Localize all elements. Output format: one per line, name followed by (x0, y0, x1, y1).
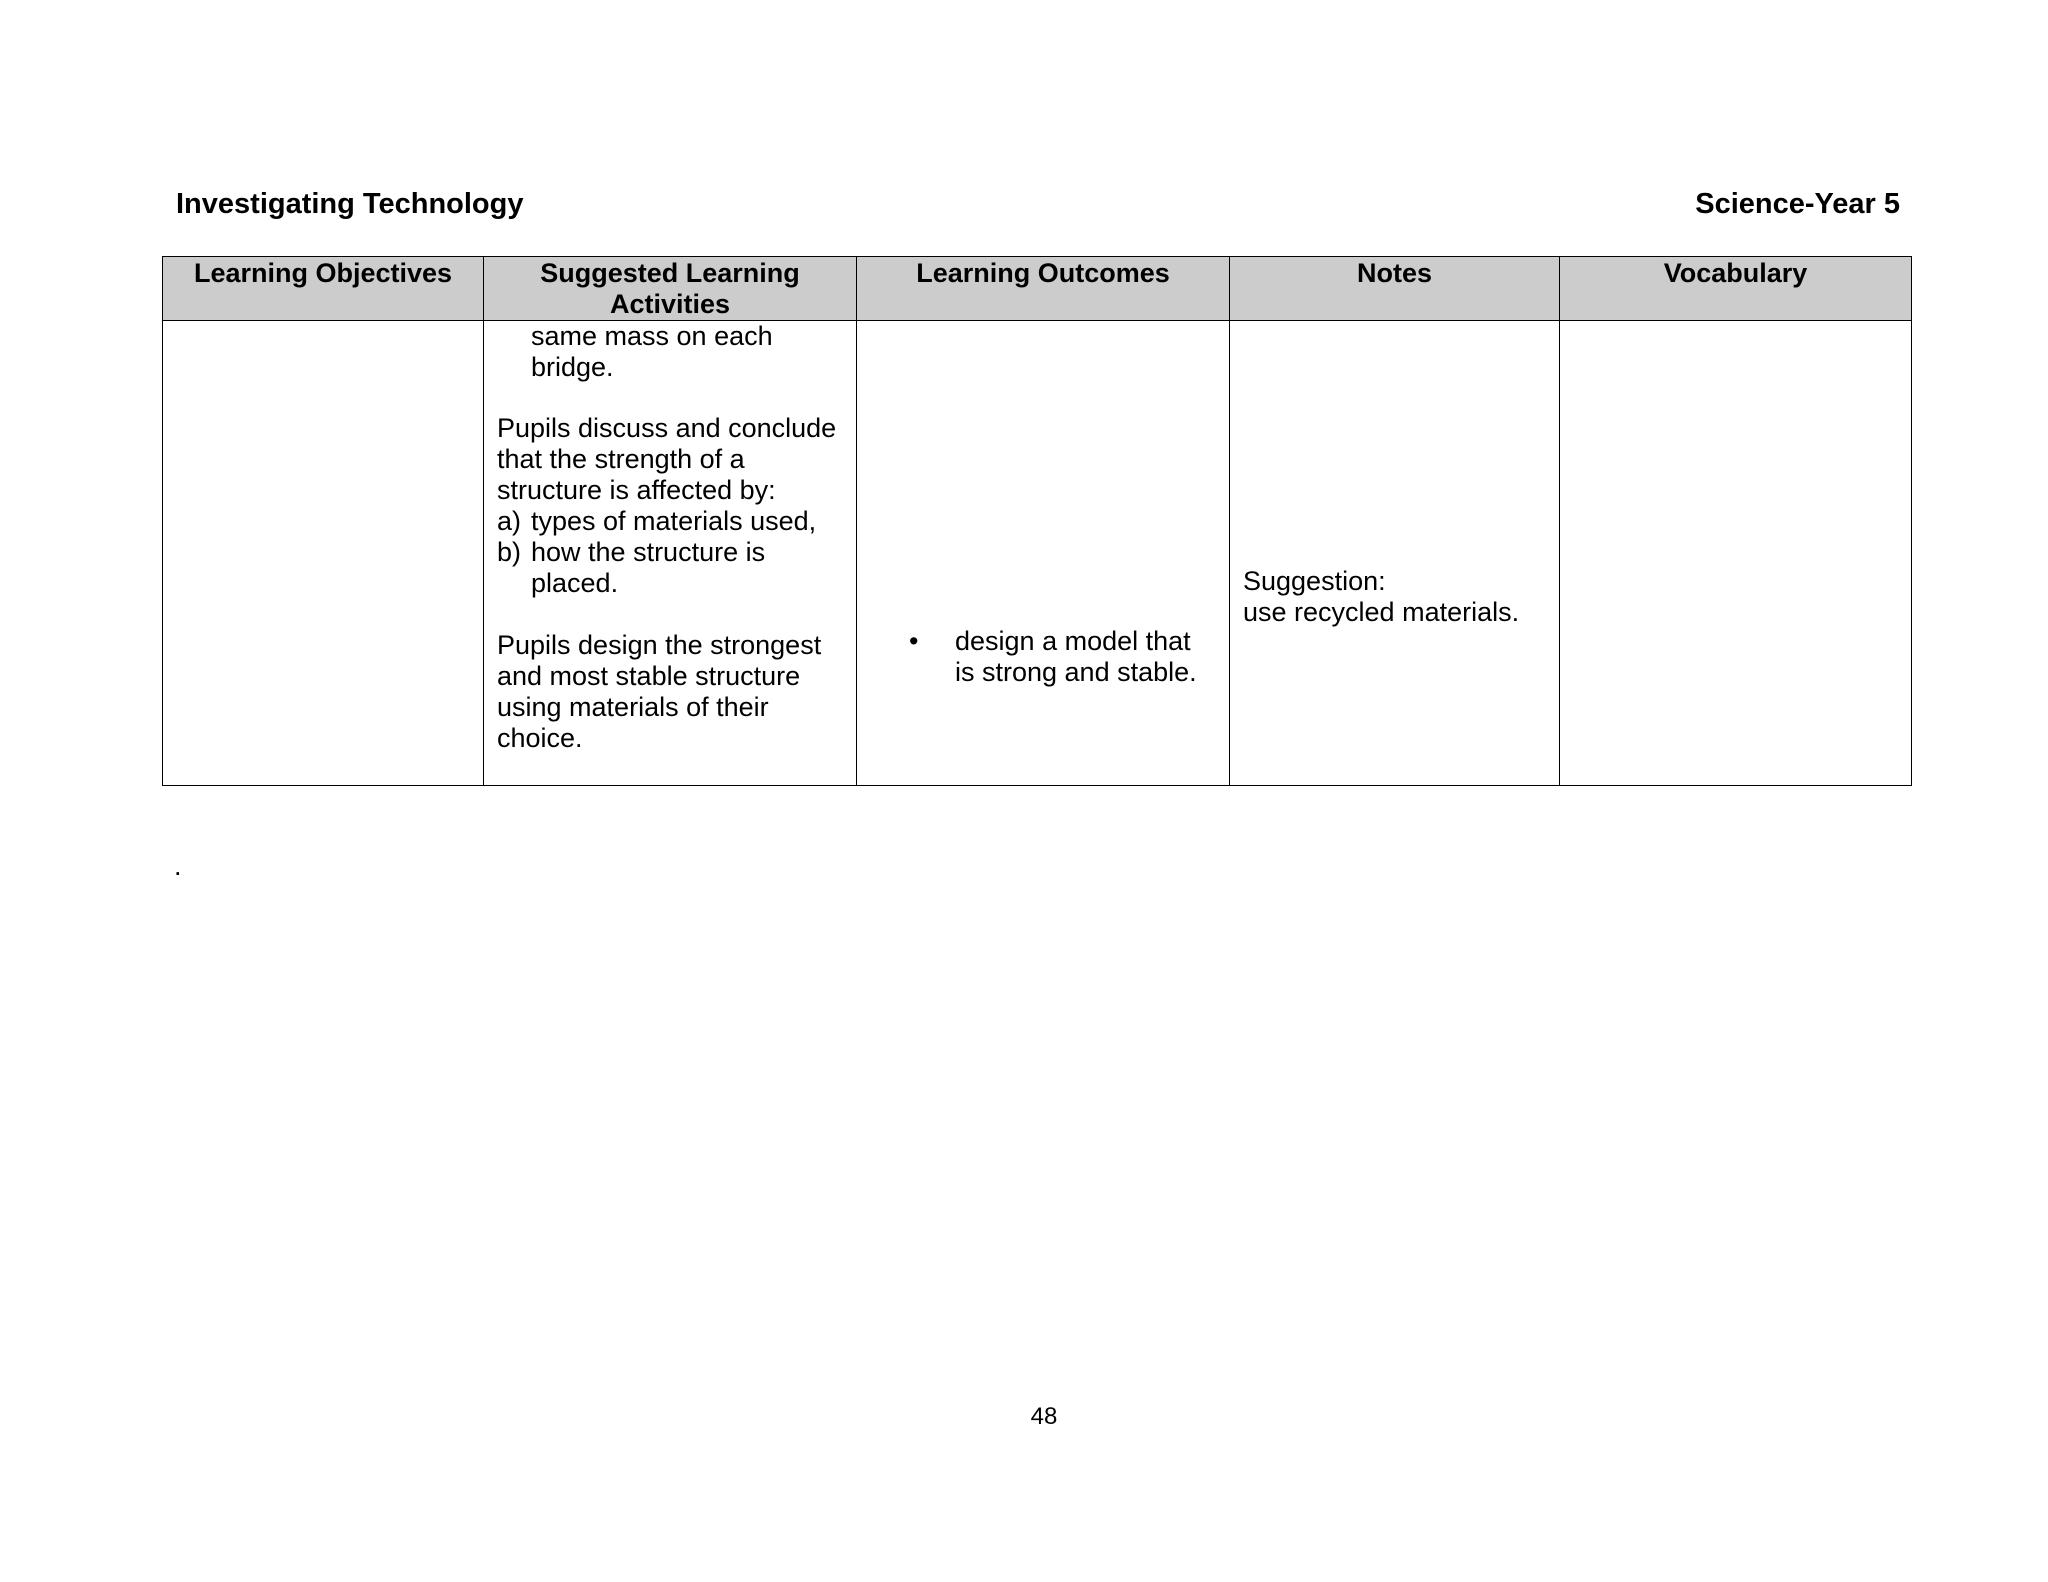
document-title: Investigating Technology (176, 188, 524, 220)
outcome-line: design a model that (955, 626, 1191, 656)
subject-label: Science-Year 5 (1695, 188, 1900, 220)
stray-mark: . (174, 851, 182, 881)
activities-line: choice. (497, 723, 583, 753)
list-item (497, 506, 848, 537)
list-item (497, 537, 848, 568)
column-header-notes: Notes (1230, 257, 1560, 321)
column-header-learning-objectives: Learning Objectives (163, 257, 484, 321)
bullet-icon: • (909, 626, 919, 656)
notes-text (1243, 566, 1519, 628)
activities-line: Pupils design the strongest (497, 630, 822, 660)
column-header-suggested-learning-activities: Suggested Learning Activities (484, 257, 857, 321)
list-marker: a) (497, 506, 522, 536)
activities-line: that the strength of a (497, 444, 745, 474)
list-marker: b) (497, 537, 522, 567)
activities-line: structure is affected by: (497, 475, 776, 505)
activities-discuss-text (497, 413, 848, 599)
outcome-text (955, 626, 1197, 688)
column-header-learning-outcomes: Learning Outcomes (857, 257, 1230, 321)
page-number: 48 (1030, 1403, 1058, 1430)
list-item-text: types of materials used, (531, 506, 817, 536)
activities-design-text (497, 630, 848, 754)
list-item-text: how the structure is (531, 537, 766, 567)
activities-line: and most stable structure (497, 661, 801, 691)
suggested-activities-cell (484, 321, 857, 786)
activities-line: using materials of their (497, 692, 769, 722)
activities-continued-text (497, 321, 848, 383)
notes-line: use recycled materials. (1243, 597, 1520, 627)
vocabulary-cell (1560, 321, 1912, 786)
list-item-continuation: placed. (531, 568, 619, 598)
activities-line: same mass on each (531, 321, 773, 351)
notes-line: Suggestion: (1243, 566, 1386, 596)
outcome-line: is strong and stable. (955, 657, 1197, 687)
activities-line: Pupils discuss and conclude (497, 413, 837, 443)
outcome-list-item (909, 626, 1197, 688)
activities-line: bridge. (531, 352, 614, 382)
learning-outcomes-cell (857, 321, 1230, 786)
notes-cell (1230, 321, 1560, 786)
table-row (163, 321, 1912, 786)
table-header-row (163, 257, 1912, 321)
curriculum-table (162, 256, 1912, 786)
column-header-vocabulary: Vocabulary (1560, 257, 1912, 321)
learning-objectives-cell (163, 321, 484, 786)
